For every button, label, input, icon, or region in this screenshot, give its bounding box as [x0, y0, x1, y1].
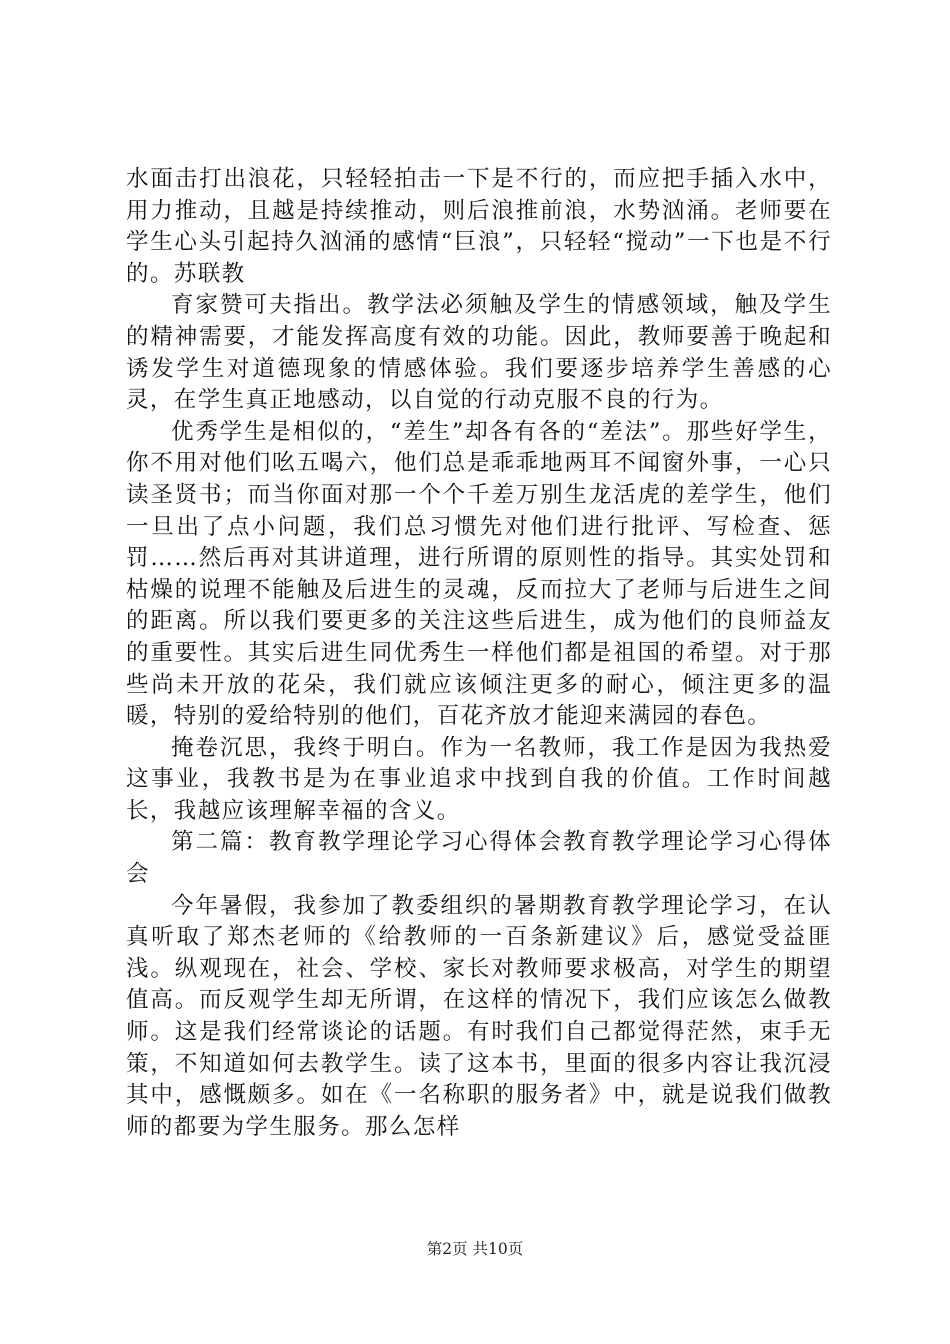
page-number: 第2页 共10页 [426, 1240, 524, 1258]
paragraph: 优秀学生是相似的，“差生”却各有各的“差法”。那些好学生，你不用对他们吆五喝六，他们总是乖乖地两耳不闻窗外事，一心只读圣贤书；而当你面对那一个个千差万别生龙活虎的差学生，他们一旦出了点小问题，我们总习惯先对他们进行批评、写检查、惩罚……然后再对其讲道理，进行所谓的原则性的指导。其实处罚和枯燥的说理不能触及后进生的灵魂，反而拉大了老师与后进生之间的距离。所以我们要更多的关注这些后进生，成为他们的良师益友的重要性。其实后进生同优秀生一样他们都是祖国的希望。对于那些尚未开放的花朵，我们就应该倾注更多的耐心，倾注更多的温暖，特别的爱给特别的他们，百花齐放才能迎来满园的春色。 [126, 418, 832, 730]
document-body [126, 164, 832, 1143]
paragraph-continued: 水面击打出浪花，只轻轻拍击一下是不行的，而应把手插入水中，用力推动，且越是持续推动，则后浪推前浪，水势汹涌。老师要在学生心头引起持久汹涌的感情“巨浪”，只轻轻“搅动”一下也是不行的。苏联教 [126, 166, 832, 287]
paragraph: 掩卷沉思，我终于明白。作为一名教师，我工作是因为我热爱这事业，我教书是为在事业追求中找到自我的价值。工作时间越长，我越应该理解幸福的含义。 [126, 734, 832, 824]
page-footer [0, 1239, 950, 1259]
section-heading: 第二篇：教育教学理论学习心得体会教育教学理论学习心得体会 [126, 829, 832, 888]
paragraph: 今年暑假，我参加了教委组织的暑期教育教学理论学习，在认真听取了郑杰老师的《给教师的一百条新建议》后，感觉受益匪浅。纵观现在，社会、学校、家长对教师要求极高，对学生的期望值高。而反观学生却无所谓，在这样的情况下，我们应该怎么做教师。这是我们经常谈论的话题。有时我们自己都觉得茫然，束手无策，不知道如何去教学生。读了这本书，里面的很多内容让我沉浸其中，感慨颇多。如在《一名称职的服务者》中，就是说我们做教师的都要为学生服务。那么怎样 [126, 892, 832, 1140]
paragraph: 育家赞可夫指出。教学法必须触及学生的情感领域，触及学生的精神需要，才能发挥高度有效的功能。因此，教师要善于晚起和诱发学生对道德现象的情感体验。我们要逐步培养学生善感的心灵，在学生真正地感动，以自觉的行动克服不良的行为。 [126, 292, 832, 414]
